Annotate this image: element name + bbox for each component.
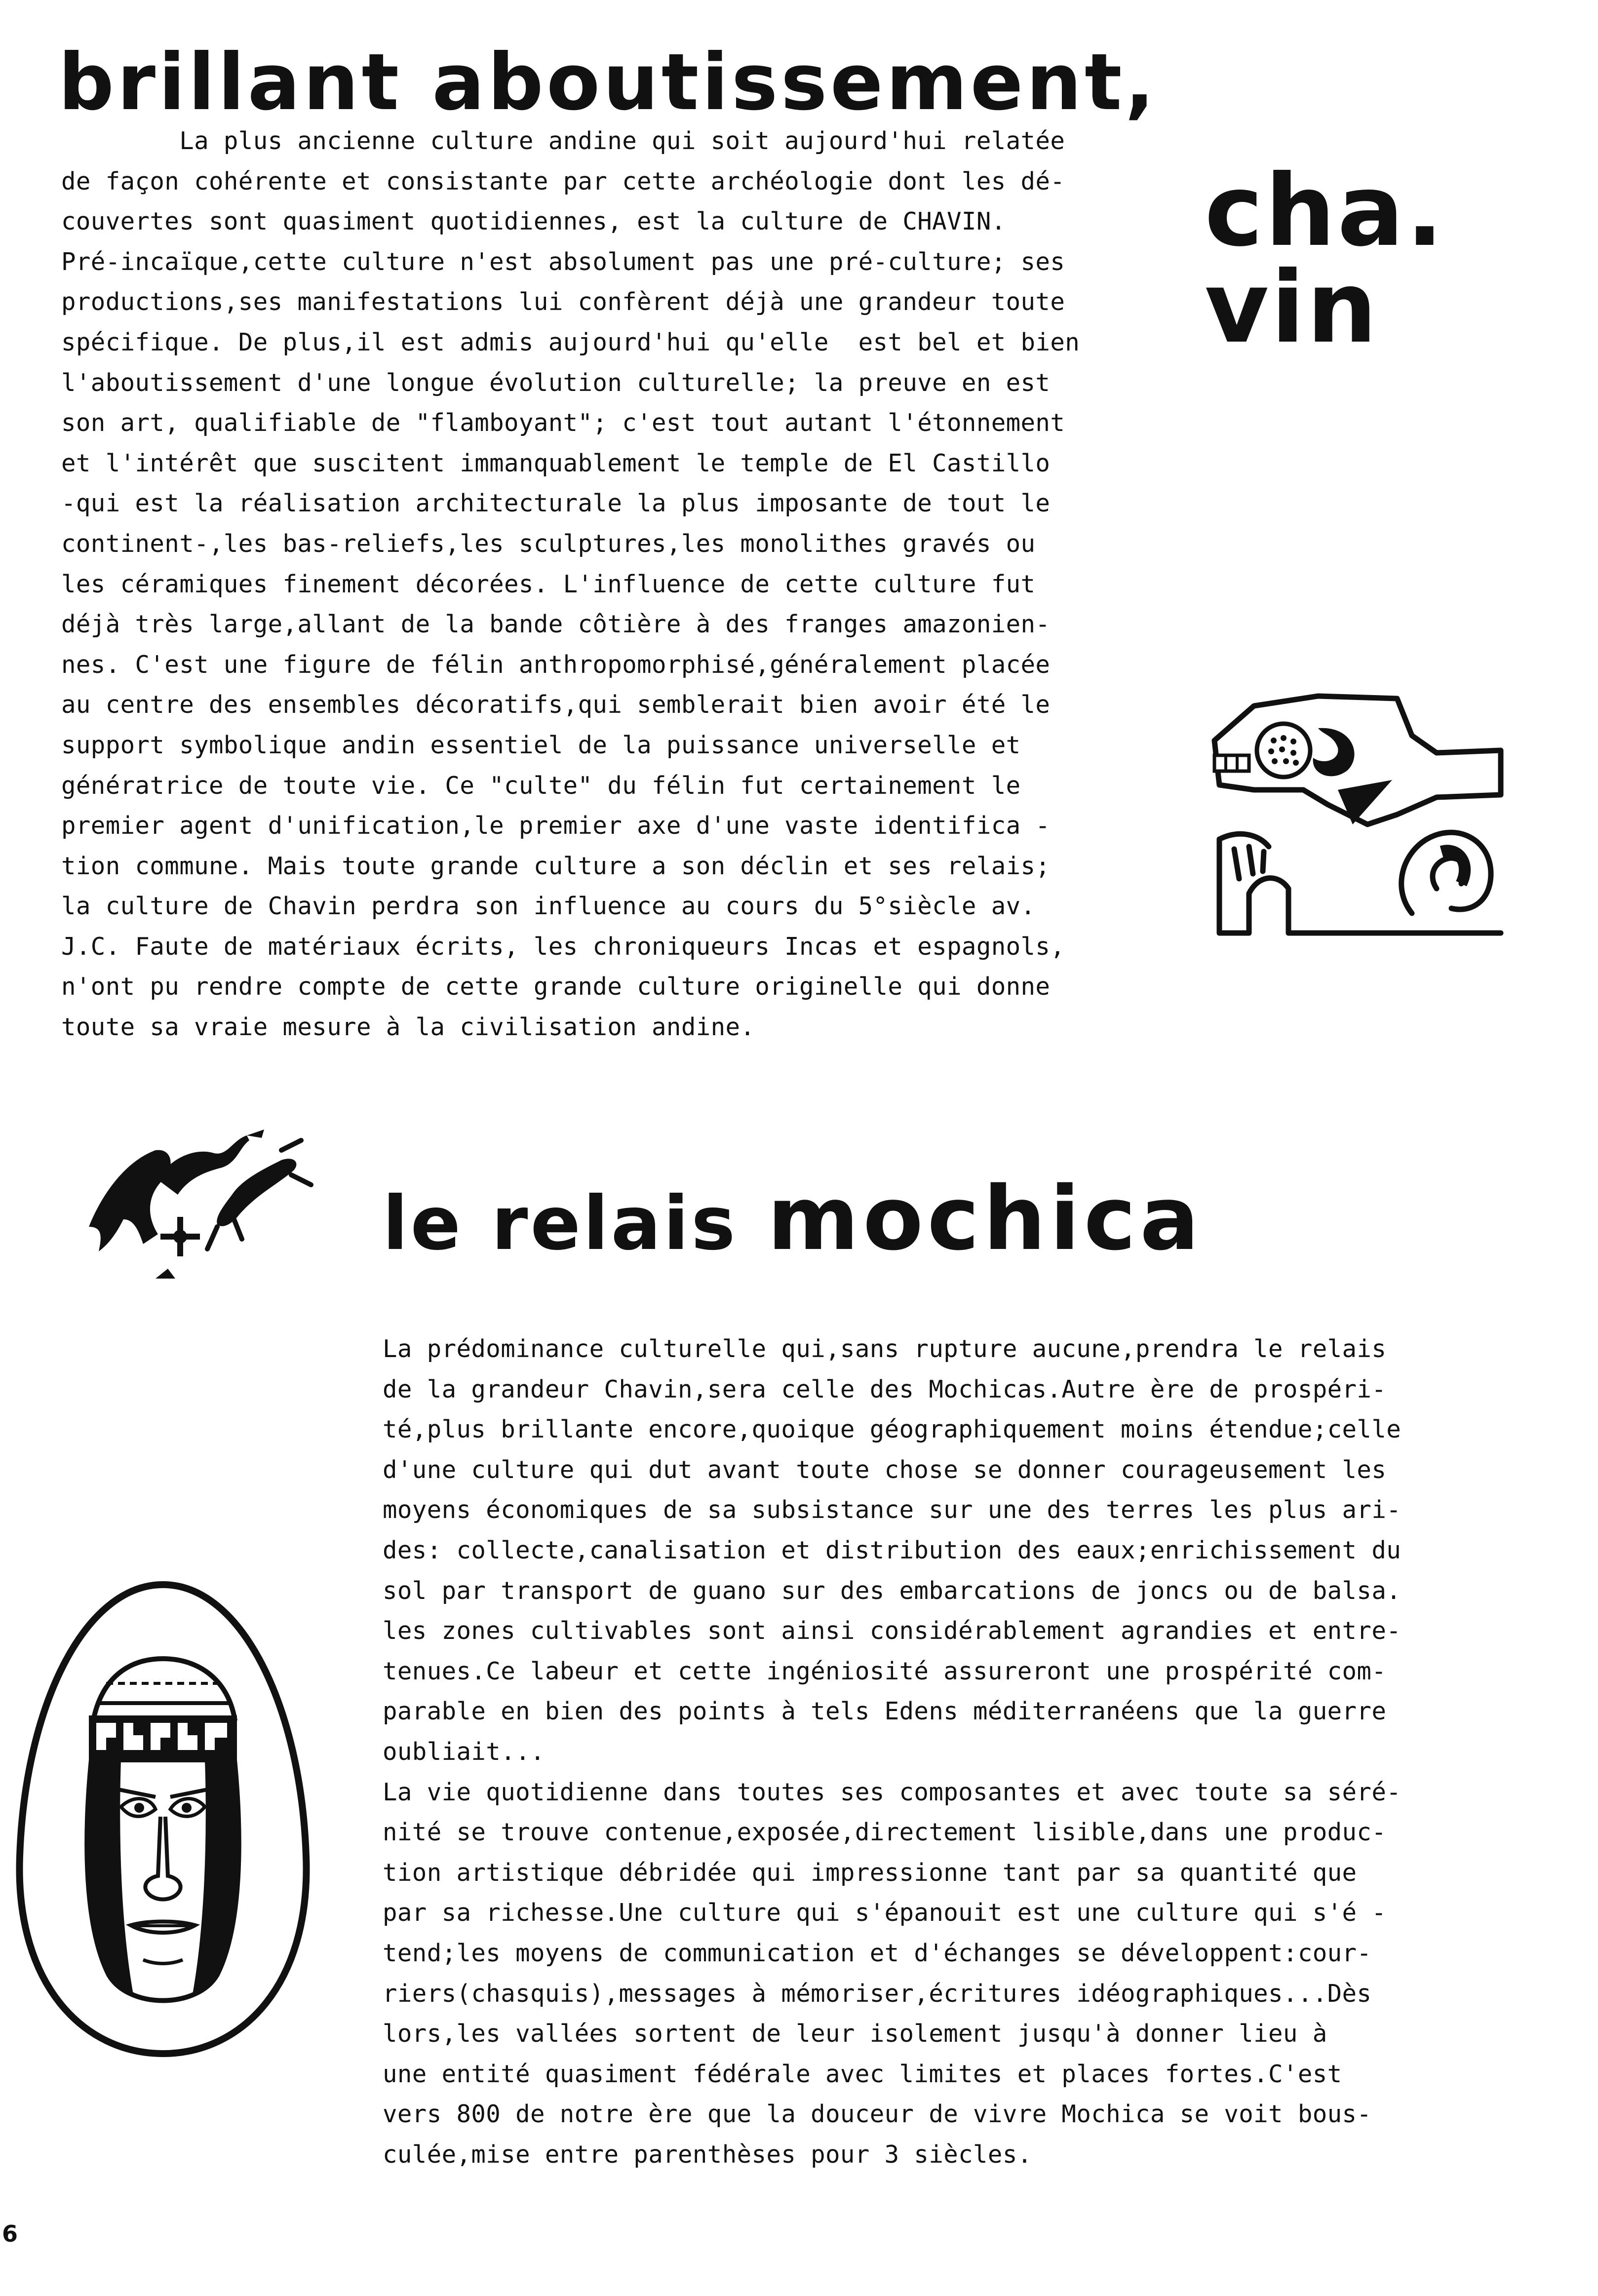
- chavin-text-line: et l'intérêt que suscitent immanquablement le temple de El Castillo: [61, 449, 1051, 477]
- chavin-text-line: J.C. Faute de matériaux écrits, les chroniqueurs Incas et espagnols,: [61, 932, 1065, 961]
- relais-heading-small: le relais: [383, 1181, 738, 1267]
- mochica-bird-icon: [69, 1121, 316, 1293]
- chavin-text-line: les céramiques finement décorées. L'influence de cette culture fut: [61, 570, 1036, 598]
- mochica-text-line: d'une culture qui dut avant toute chose se donner courageusement les: [383, 1455, 1387, 1484]
- chavin-text-line: génératrice de toute vie. Ce "culte" du félin fut certainement le: [61, 771, 1021, 800]
- chavin-text-line: La plus ancienne culture andine qui soit aujourd'hui relatée: [61, 127, 1065, 155]
- mochica-text-line: une entité quasiment fédérale avec limites et places fortes.C'est: [383, 2060, 1342, 2088]
- chavin-text-line: l'aboutissement d'une longue évolution culturelle; la preuve en est: [61, 368, 1051, 397]
- chavin-text-line: -qui est la réalisation architecturale la plus imposante de tout le: [61, 489, 1051, 518]
- mochica-text-line: té,plus brillante encore,quoique géographiquement moins étendue;celle: [383, 1415, 1402, 1444]
- relais-heading-big: mochica: [767, 1167, 1204, 1270]
- chavin-heading: [1205, 154, 1445, 365]
- chavin-text-line: n'ont pu rendre compte de cette grande culture originelle qui donne: [61, 973, 1051, 1001]
- chavin-text-line: spécifique. De plus,il est admis aujourd'hui qu'elle est bel et bien: [61, 328, 1080, 356]
- mochica-text-line: culée,mise entre parenthèses pour 3 siècles.: [383, 2140, 1032, 2169]
- mochica-text-line: La prédominance culturelle qui,sans rupture aucune,prendra le relais: [383, 1335, 1387, 1363]
- chavin-feline-icon: [1205, 676, 1511, 963]
- mochica-text-line: nité se trouve contenue,exposée,directement lisible,dans une produc-: [383, 1818, 1387, 1847]
- chavin-text-line: au centre des ensembles décoratifs,qui semblerait bien avoir été le: [61, 691, 1051, 719]
- mochica-paragraph: [383, 1329, 1401, 2175]
- chavin-text-line: nes. C'est une figure de félin anthropomorphisé,généralement placée: [61, 650, 1051, 679]
- chavin-text-line: toute sa vraie mesure à la civilisation andine.: [61, 1013, 755, 1042]
- chavin-heading-line-1: cha.: [1205, 154, 1445, 269]
- mochica-text-line: tenues.Ce labeur et cette ingéniosité assureront une prospérité com-: [383, 1657, 1387, 1685]
- mochica-text-line: tend;les moyens de communication et d'échanges se développent:cour-: [383, 1939, 1372, 1967]
- mochica-text-line: sol par transport de guano sur des embarcations de joncs ou de balsa.: [383, 1576, 1402, 1605]
- section-title-chavin-intro: brillant aboutissement,: [58, 37, 1158, 128]
- chavin-text-line: productions,ses manifestations lui confèrent déjà une grandeur toute: [61, 288, 1065, 316]
- section-title-mochica: [383, 1167, 1204, 1270]
- chavin-text-line: la culture de Chavin perdra son influence au cours du 5°siècle av.: [61, 892, 1036, 921]
- mochica-text-line: les zones cultivables sont ainsi considérablement agrandies et entre-: [383, 1617, 1402, 1645]
- mochica-text-line: par sa richesse.Une culture qui s'épanouit est une culture qui s'é -: [383, 1899, 1387, 1927]
- mochica-text-line: parable en bien des points à tels Edens méditerranéens que la guerre: [383, 1697, 1387, 1726]
- mochica-mask-icon: [10, 1580, 316, 2063]
- chavin-text-line: tion commune. Mais toute grande culture a son déclin et ses relais;: [61, 852, 1051, 880]
- chavin-paragraph: [61, 121, 1080, 1048]
- mochica-text-line: riers(chasquis),messages à mémoriser,écritures idéographiques...Dès: [383, 1979, 1372, 2008]
- mochica-text-line: des: collecte,canalisation et distribution des eaux;enrichissement du: [383, 1536, 1402, 1564]
- mochica-text-line: vers 800 de notre ère que la douceur de vivre Mochica se voit bous-: [383, 2100, 1372, 2129]
- chavin-heading-line-2: vin: [1205, 250, 1379, 365]
- mochica-text-line: moyens économiques de sa subsistance sur une des terres les plus ari-: [383, 1496, 1402, 1524]
- chavin-text-line: Pré-incaïque,cette culture n'est absolument pas une pré-culture; ses: [61, 247, 1065, 276]
- chavin-text-line: couvertes sont quasiment quotidiennes, est la culture de CHAVIN.: [61, 207, 1006, 236]
- chavin-text-line: son art, qualifiable de "flamboyant"; c'est tout autant l'étonnement: [61, 409, 1065, 437]
- chavin-text-line: premier agent d'unification,le premier axe d'une vaste identifica -: [61, 812, 1051, 840]
- mochica-text-line: oubliait...: [383, 1737, 545, 1766]
- mochica-text-line: lors,les vallées sortent de leur isolement jusqu'à donner lieu à: [383, 2020, 1327, 2048]
- chavin-text-line: déjà très large,allant de la bande côtière à des franges amazonien-: [61, 610, 1051, 639]
- mochica-text-line: tion artistique débridée qui impressionne tant par sa quantité que: [383, 1858, 1357, 1887]
- mochica-text-line: de la grandeur Chavin,sera celle des Mochicas.Autre ère de prospéri-: [383, 1375, 1387, 1403]
- chavin-text-line: support symbolique andin essentiel de la puissance universelle et: [61, 731, 1021, 759]
- page-number: 6: [2, 2220, 18, 2247]
- chavin-text-line: continent-,les bas-reliefs,les sculptures,les monolithes gravés ou: [61, 529, 1036, 558]
- chavin-text-line: de façon cohérente et consistante par cette archéologie dont les dé-: [61, 167, 1065, 195]
- mochica-text-line: La vie quotidienne dans toutes ses composantes et avec toute sa séré-: [383, 1778, 1402, 1806]
